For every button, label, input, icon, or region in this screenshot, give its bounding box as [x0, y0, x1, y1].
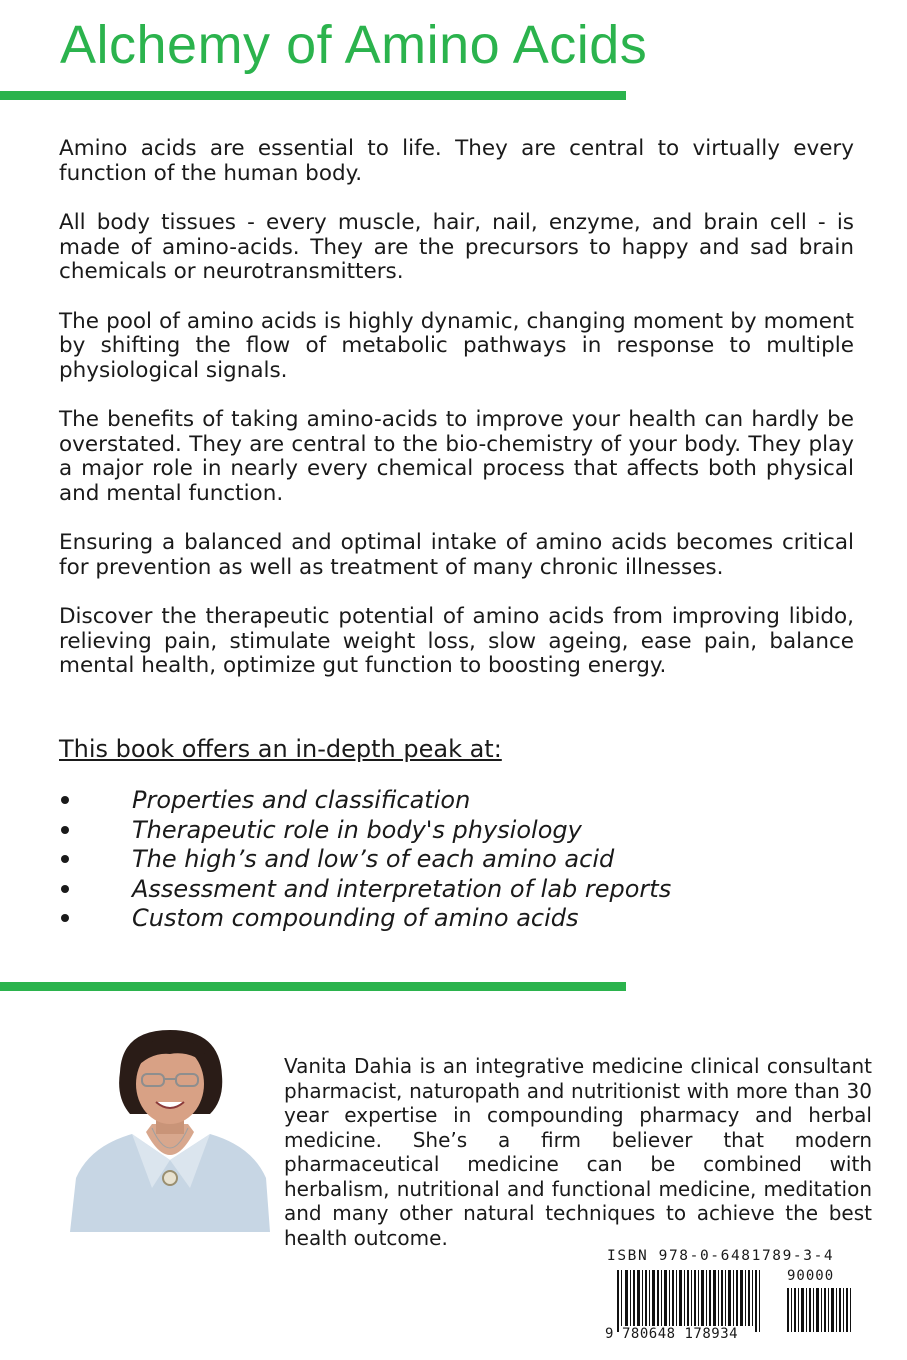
list-item: [59, 875, 759, 905]
offers-heading: This book offers an in-depth peak at:: [59, 735, 502, 763]
bottom-divider: [0, 982, 626, 991]
list-item: [59, 904, 759, 934]
bullet-icon: [61, 796, 69, 804]
description: [59, 137, 854, 704]
paragraph: Discover the therapeutic potential of amino acids from improving libido, relieving pain, stimulate weight loss, slow ageing, ease pain, balance mental health, optimize gut function to boosting energy.: [59, 604, 854, 678]
isbn-label: ISBN 978-0-6481789-3-4: [607, 1248, 835, 1264]
list-item-text: Properties and classification: [132, 786, 471, 814]
list-item: [59, 786, 759, 816]
paragraph: Amino acids are essential to life. They are central to virtually every function of the human body.: [59, 136, 854, 186]
barcode-digits: 780648 178934: [622, 1326, 739, 1342]
paragraph: The benefits of taking amino-acids to improve your health can hardly be overstated. They are central to the bio-chemistry of your body. They play a major role in nearly every chemical process that affects both physical and mental function.: [59, 407, 854, 506]
barcode-first-digit: 9: [605, 1326, 614, 1342]
bullet-icon: [61, 855, 69, 863]
bullet-icon: [61, 914, 69, 922]
list-item-text: Therapeutic role in body's physiology: [132, 815, 582, 844]
list-item-text: Custom compounding of amino acids: [132, 904, 579, 932]
paragraph: All body tissues - every muscle, hair, nail, enzyme, and brain cell - is made of amino-acids. They are the precursors to happy and sad brain chemicals or neurotransmitters.: [59, 210, 854, 284]
paragraph: The pool of amino acids is highly dynamic, changing moment by moment by shifting the flow of metabolic pathways in response to multiple physiological signals.: [59, 308, 854, 383]
list-item-text: The high’s and low’s of each amino acid: [132, 845, 615, 873]
author-photo: [70, 1028, 270, 1232]
list-item: [59, 816, 759, 846]
author-bio: Vanita Dahia is an integrative medicine clinical consultant pharmacist, naturopath and nutritionist with more than 30 year expertise in compounding pharmacy and herbal medicine. She’s a firm believer that modern pharmaceutical medicine can be combined with herbalism, nutritional and functional medicine, meditation and many other natural techniques to achieve the best health outcome.: [284, 1054, 872, 1250]
list-item: [59, 845, 759, 875]
bullet-icon: [61, 885, 69, 893]
list-item-text: Assessment and interpretation of lab reports: [132, 874, 672, 903]
top-divider: [0, 91, 626, 100]
topics-list: [59, 786, 759, 934]
paragraph: Ensuring a balanced and optimal intake of amino acids becomes critical for prevention as well as treatment of many chronic illnesses.: [59, 530, 854, 580]
book-title: Alchemy of Amino Acids: [60, 15, 648, 75]
barcode-addon: 90000: [787, 1268, 835, 1284]
isbn-barcode: [601, 1240, 867, 1360]
bullet-icon: [61, 826, 69, 834]
